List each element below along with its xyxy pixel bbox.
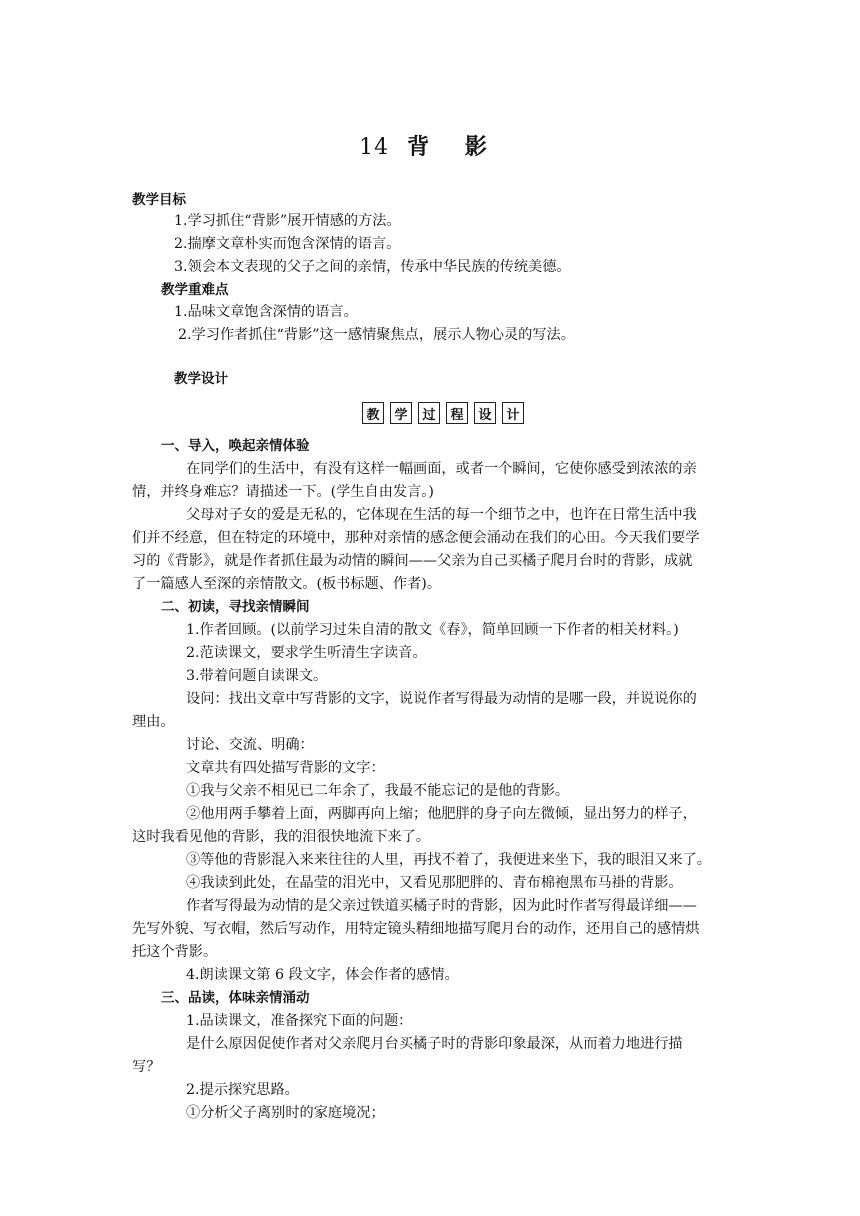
- paragraph-line: 讨论、交流、明确：: [186, 737, 314, 753]
- paragraph-line: 作者写得最为动情的是父亲过铁道买橘子时的背影，因为此时作者写得最详细——: [186, 898, 697, 914]
- process-box: 过: [418, 402, 440, 424]
- paragraph-line: 3.带着问题自读课文。: [186, 668, 328, 684]
- process-box: 计: [502, 402, 524, 424]
- design-heading: 教学设计: [174, 371, 228, 387]
- goal-item: 1.学习抓住“背影”展开情感的方法。: [174, 213, 401, 229]
- key-point-item: 1.品味文章饱含深情的语言。: [174, 304, 358, 320]
- paragraph-line: ①分析父子离别时的家庭境况；: [186, 1105, 385, 1121]
- paragraph-line: 理由。: [132, 714, 175, 730]
- paragraph-line: 4.朗读课文第 6 段文字，体会作者的感情。: [186, 967, 459, 983]
- goal-item: 2.揣摩文章朴实而饱含深情的语言。: [174, 236, 401, 252]
- paragraph-line: 父母对子女的爱是无私的，它体现在生活的每一个细节之中，也许在日常生活中我: [186, 507, 697, 523]
- paragraph-line: 是什么原因促使作者对父亲爬月台买橘子时的背影印象最深，从而着力地进行描: [186, 1036, 683, 1052]
- key-points-heading: 教学重难点: [161, 282, 229, 298]
- paragraph-line: 们并不经意，但在特定的环境中，那种对亲情的感念便会涌动在我们的心田。今天我们要学: [132, 530, 700, 546]
- paragraph-line: 了一篇感人至深的亲情散文。(板书标题、作者)。: [132, 576, 442, 592]
- goals-heading: 教学目标: [132, 192, 186, 208]
- goal-item: 3.领会本文表现的父子之间的亲情，传承中华民族的传统美德。: [174, 259, 571, 275]
- paragraph-line: 2.范读课文，要求学生听清生字读音。: [186, 645, 427, 661]
- paragraph-line: 写？: [132, 1059, 161, 1075]
- teaching-process-boxes: [362, 402, 524, 424]
- paragraph-line: 文章共有四处描写背影的文字：: [186, 760, 385, 776]
- lesson-title: [0, 130, 860, 161]
- paragraph-line: 先写外貌、写衣帽，然后写动作，用特定镜头精细地描写爬月台的动作，还用自己的感情烘: [132, 921, 700, 937]
- paragraph-line: 1.作者回顾。(以前学习过朱自清的散文《春》，简单回顾一下作者的相关材料。): [186, 622, 679, 638]
- paragraph-line: 在同学们的生活中，有没有这样一幅画面，或者一个瞬间，它使你感受到浓浓的亲: [186, 461, 697, 477]
- part1-heading: 一、导入，唤起亲情体验: [161, 438, 310, 454]
- process-box: 设: [474, 402, 496, 424]
- paragraph-line: 习的《背影》，就是作者抓住最为动情的瞬间——父亲为自己买橘子爬月台时的背影，成就: [132, 553, 693, 569]
- process-box: 程: [446, 402, 468, 424]
- part3-heading: 三、品读，体味亲情涌动: [161, 990, 310, 1006]
- paragraph-line: 1.品读课文，准备探究下面的问题：: [186, 1013, 413, 1029]
- paragraph-line: ①我与父亲不相见已二年余了，我最不能忘记的是他的背影。: [186, 783, 570, 799]
- paragraph-line: 2.提示探究思路。: [186, 1082, 299, 1098]
- paragraph-line: 这时我看见他的背影，我的泪很快地流下来了。: [132, 829, 430, 845]
- lesson-title-text: 背 影: [407, 135, 501, 160]
- lesson-number: 14: [359, 135, 390, 160]
- process-box: 学: [390, 402, 412, 424]
- paragraph-line: ③等他的背影混入来来往往的人里，再找不着了，我便进来坐下，我的眼泪又来了。: [186, 852, 711, 868]
- paragraph-line: 情，并终身难忘？请描述一下。(学生自由发言。): [132, 484, 434, 500]
- key-point-item: 2.学习作者抓住“背影”这一感情聚焦点，展示人物心灵的写法。: [178, 327, 575, 343]
- paragraph-line: 设问：找出文章中写背影的文字，说说作者写得最为动情的是哪一段，并说说你的: [186, 691, 697, 707]
- process-box: 教: [362, 402, 384, 424]
- part2-heading: 二、初读，寻找亲情瞬间: [161, 599, 310, 615]
- paragraph-line: 托这个背影。: [132, 944, 218, 960]
- paragraph-line: ②他用两手攀着上面，两脚再向上缩；他肥胖的身子向左微倾，显出努力的样子，: [186, 806, 697, 822]
- paragraph-line: ④我读到此处，在晶莹的泪光中，又看见那肥胖的、青布棉袍黑布马褂的背影。: [186, 875, 683, 891]
